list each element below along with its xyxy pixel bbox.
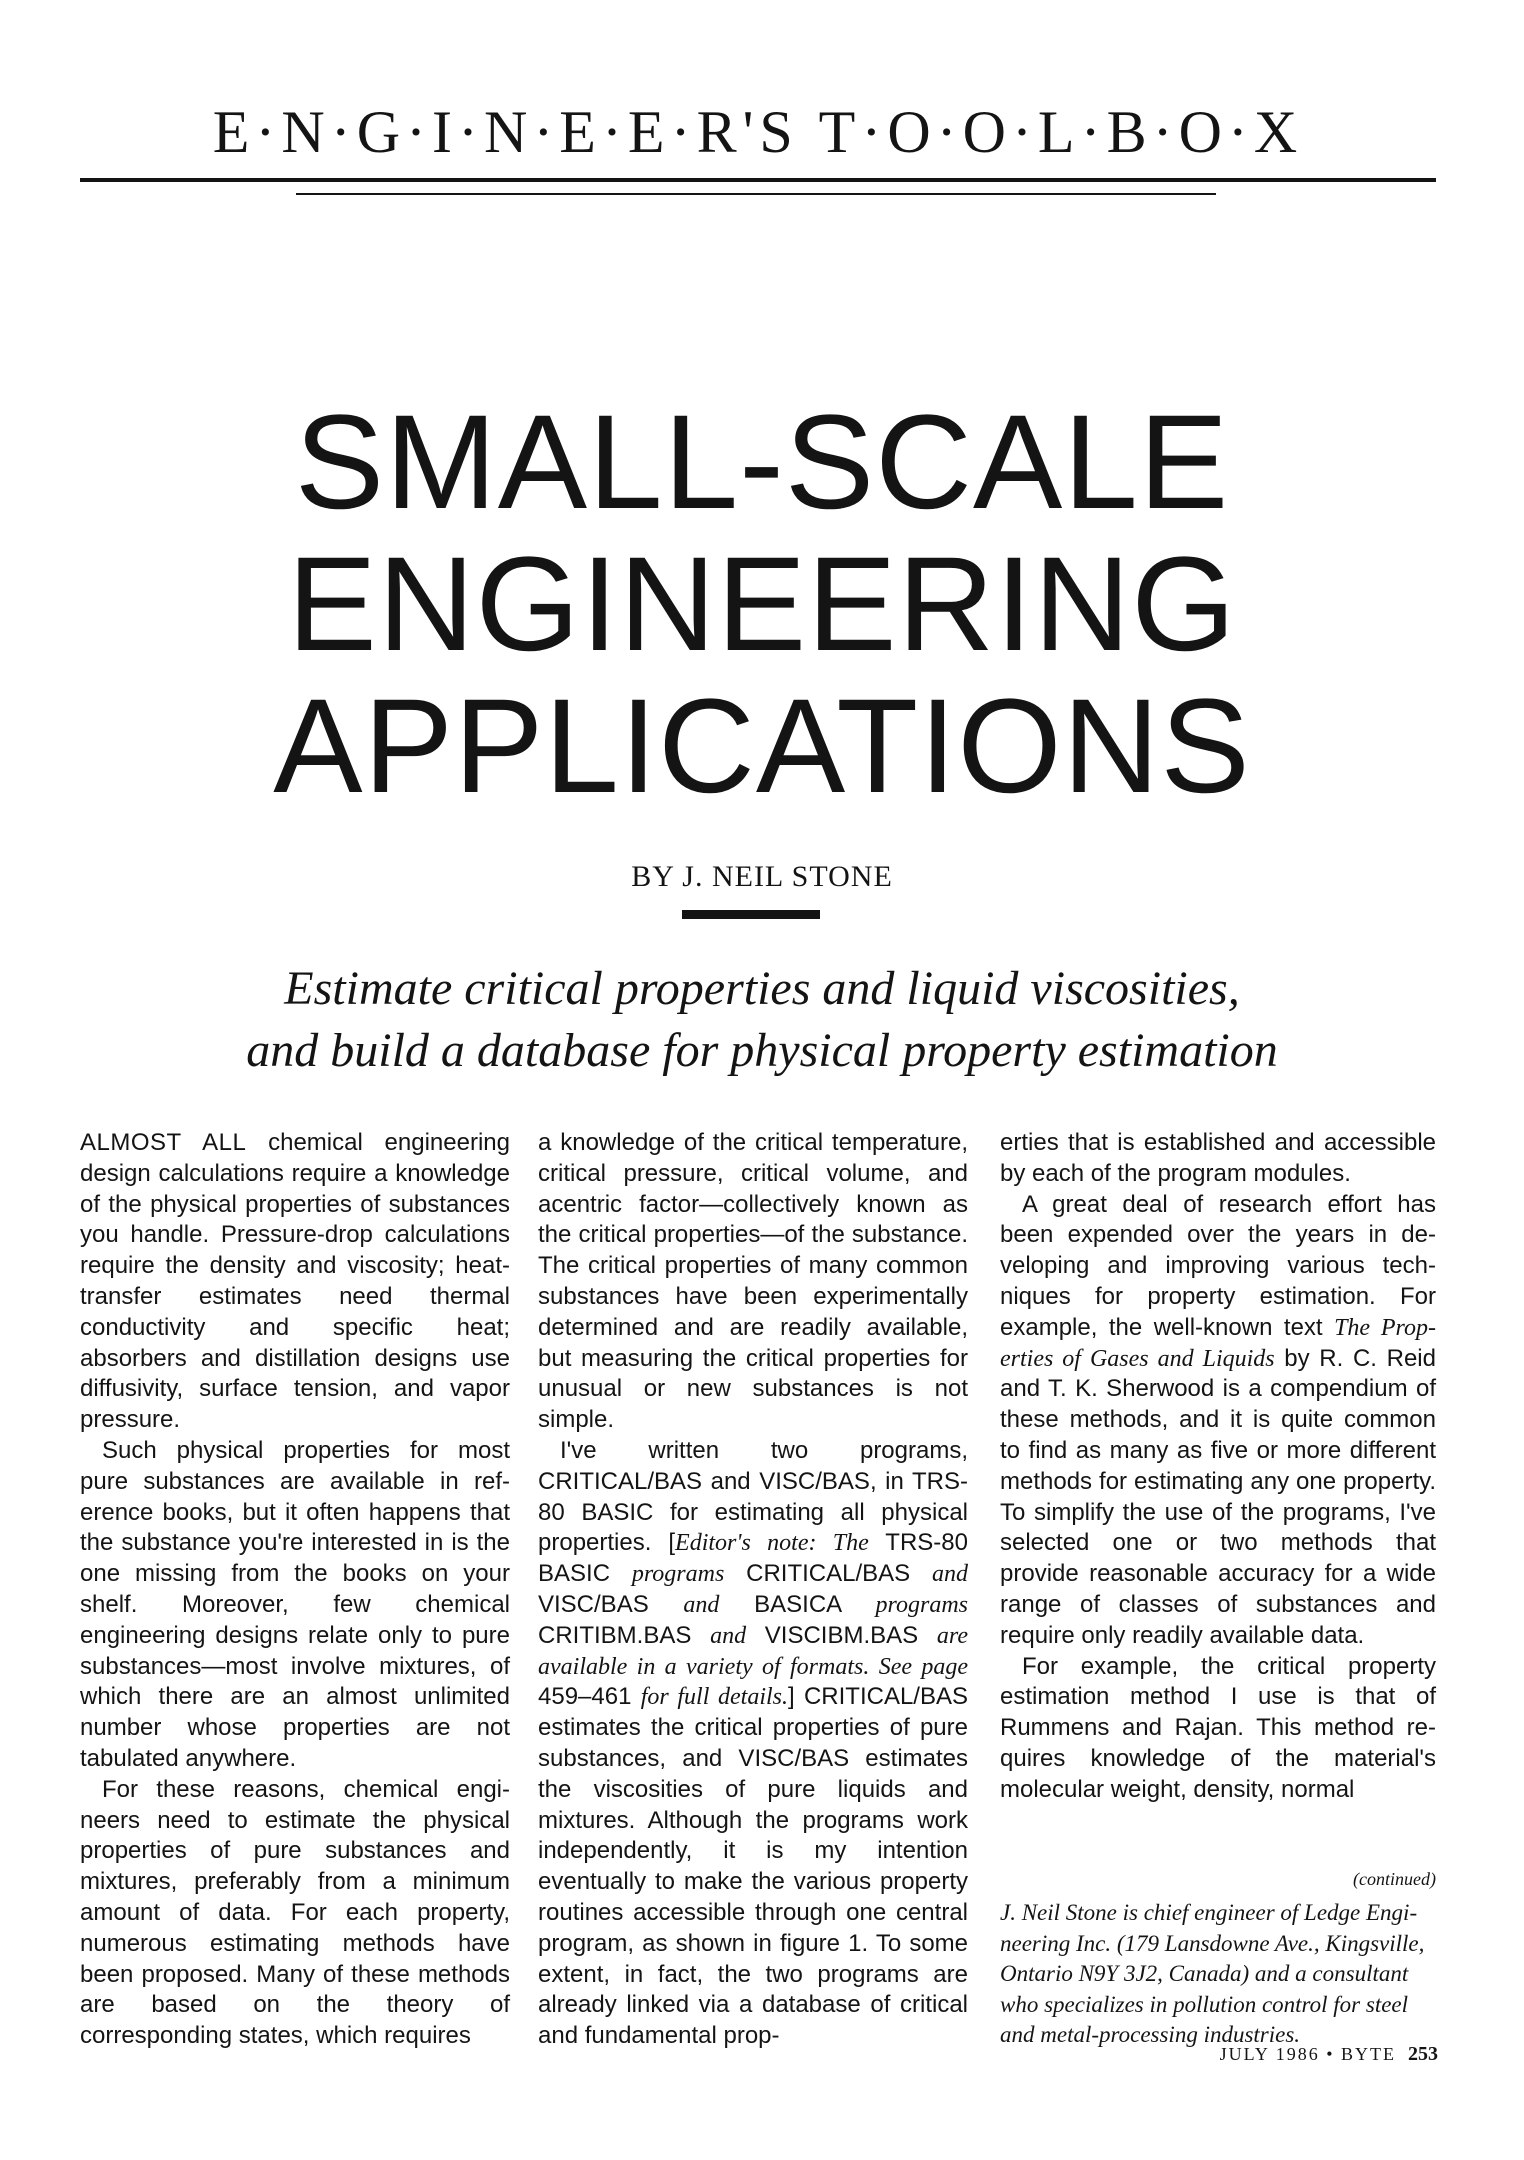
- page-number: 253: [1408, 2043, 1438, 2065]
- editors-note-text: and: [683, 1591, 720, 1618]
- editors-note-text: and: [932, 1561, 968, 1588]
- byline-rule: [682, 910, 820, 919]
- editors-note-text: CRITICAL/BAS: [724, 1560, 932, 1588]
- book-title: The Properties of Gases and Liquids: [1000, 1314, 1437, 1372]
- body-column-1: [80, 1128, 510, 2052]
- editors-note-text: 459–461: [538, 1683, 641, 1711]
- paragraph: erties that is established and accessible by each of the program modules.: [1000, 1129, 1436, 1187]
- paragraph-text: A great deal of research effort has been expended over the years in developing and improving various techniques for property estimation. For example, the well-known text: [1000, 1190, 1436, 1341]
- title-line-2: ENGINEERING: [287, 530, 1237, 679]
- header-rule-thick: [80, 178, 1436, 182]
- paragraph-text: by R. C. Reid and T. K. Sherwood is a compendium of these methods, and it is quite common to find as many as five or more different methods for estimating any one property. To simplify the use of the programs, I've selected one or two methods that provide reasonable accuracy for a wide range of classes of substances and require only readily available data.: [1000, 1344, 1436, 1649]
- title-line-1: SMALL-SCALE: [294, 388, 1230, 537]
- editors-note-text: Editor's note: The: [675, 1530, 869, 1557]
- editors-note-text: TRS-80 BASIC: [538, 1529, 968, 1588]
- byline: BY J. NEIL STONE: [631, 860, 893, 893]
- paragraph: a knowledge of the critical temperature, critical pressure, critical volume, and acentric factor—collectively known as the critical properties—of the substance. The critical properties of many common substances have been experimentally determined and are readily available, but measuring the critical properties for unusual or new substances is not simple.: [538, 1129, 968, 1434]
- paragraph: For these reasons, chemical engineers need to estimate the physical properties of pure substances and mixtures, preferably from a minimum amount of data. For each property, numerous estimating methods have been proposed. Many of these methods are based on the theory of corresponding states, which requires: [80, 1775, 510, 2050]
- paragraph-text: chemical engineering design calculations require a knowledge of the physical properties of substances you handle. Pressure-drop calculations require the density and viscosity; heat-transfer estimates need thermal conductivity and specific heat; absorbers and distillation designs use diffusivity, surface tension, and vapor pressure.: [80, 1129, 510, 1434]
- issue-label: JULY 1986 • BYTE: [1219, 2044, 1396, 2064]
- editors-note-text: programs: [631, 1561, 725, 1588]
- paragraph: Such physical properties for most pure substances are available in reference books, but it often happens that the substance you're interested in is the one missing from the books on your shelf. Moreover, few chemical engineering designs relate only to pure substances—most involve mixtures, of which there are an almost unlimited number whose properties are not tabulated anywhere.: [80, 1436, 510, 1772]
- article-title: [180, 388, 1344, 821]
- editors-note-text: BASICA: [719, 1590, 876, 1618]
- body-column-3: [1000, 1128, 1436, 1806]
- section-header: E·N·G·I·N·E·E·R'S T·O·O·L·B·O·X: [212, 99, 1304, 165]
- paragraph: [538, 1436, 968, 2052]
- lead-in: ALMOST ALL: [80, 1129, 247, 1156]
- editors-note-text: and: [710, 1622, 747, 1649]
- title-line-3: APPLICATIONS: [273, 672, 1251, 821]
- author-bio: J. Neil Stone is chief engineer of Ledge Engineering Inc. (179 Lansdowne Ave., Kingsville, Ontario N9Y 3J2, Canada) and a consultant who specializes in pollution control for steel and metal-processing industries.: [1000, 1900, 1425, 2047]
- header-rule-thin: [296, 193, 1216, 195]
- editors-note-text: VISCIBM.BAS: [746, 1621, 937, 1649]
- deck-line-1: Estimate critical properties and liquid viscosities,: [284, 962, 1240, 1015]
- editors-note-text: VISC/BAS: [538, 1590, 684, 1618]
- page-footer: [1220, 2043, 1438, 2066]
- article-deck: [140, 958, 1384, 1082]
- deck-line-2: and build a database for physical property estimation: [246, 1024, 1278, 1077]
- paragraph-text: I've written two programs, CRITICAL/BAS and VISC/BAS, in TRS-80 BASIC for estimating all physical properties. [: [538, 1436, 968, 1557]
- paragraph-text: ] CRITICAL/BAS estimates the critical properties of pure substances, and VISC/BAS estimates the viscosities of pure liquids and mixtures. Although the programs work independently, it is my intention eventually to make the various property routines accessible through one central program, as shown in figure 1. To some extent, in fact, the two programs are already linked via a database of critical and fundamental prop-: [538, 1683, 968, 2050]
- paragraph: [80, 1128, 510, 1436]
- editors-note-text: CRITIBM.BAS: [538, 1621, 711, 1649]
- paragraph: For example, the critical property estimation method I use is that of Rummens and Rajan. This method requires knowledge of the material's molecular weight, density, normal: [1000, 1652, 1436, 1803]
- editors-note-text: programs: [875, 1591, 969, 1618]
- editors-note-text: are available in a variety of formats. See page: [538, 1622, 968, 1680]
- editors-note-text: for full details.: [640, 1684, 788, 1711]
- continued-note: (continued): [1353, 1869, 1436, 1889]
- body-column-2: [538, 1128, 968, 2052]
- paragraph: [1000, 1190, 1436, 1652]
